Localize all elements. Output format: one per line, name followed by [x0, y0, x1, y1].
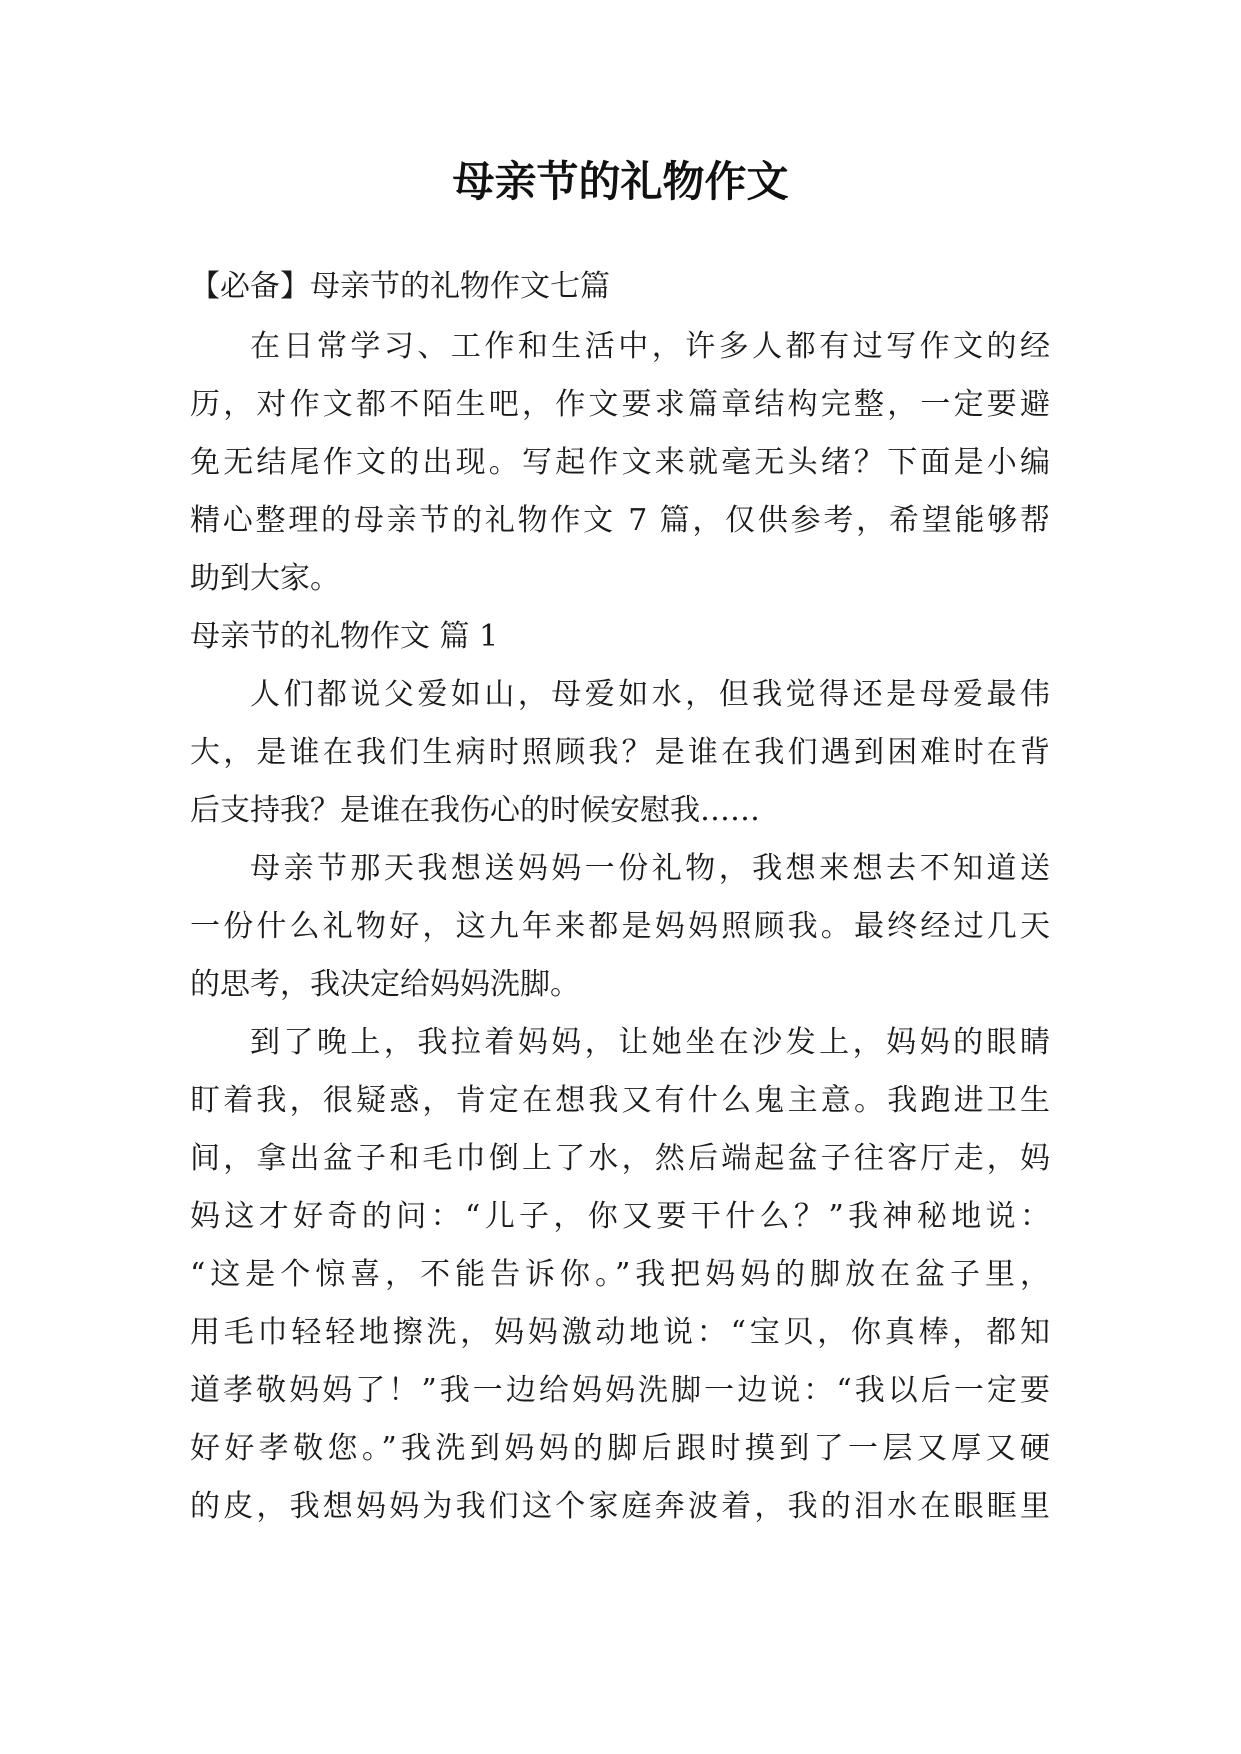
body-paragraph-line: 的皮，我想妈妈为我们这个家庭奔波着，我的泪水在眼眶里 — [190, 1489, 1050, 1524]
body-paragraph-line: 盯着我，很疑惑，肯定在想我又有什么鬼主意。我跑进卫生 — [190, 1083, 1050, 1118]
body-paragraph-line: 后支持我？是谁在我伤心的时候安慰我…… — [190, 793, 760, 828]
body-paragraph-line: 的思考，我决定给妈妈洗脚。 — [190, 967, 580, 1002]
body-paragraph-line: 一份什么礼物好，这九年来都是妈妈照顾我。最终经过几天 — [190, 909, 1050, 944]
intro-paragraph-line: 免无结尾作文的出现。写起作文来就毫无头绪？下面是小编 — [190, 445, 1050, 480]
body-paragraph-line: 妈这才好奇的问：“儿子，你又要干什么？”我神秘地说： — [190, 1199, 1050, 1234]
body-paragraph-line: 到了晚上，我拉着妈妈，让她坐在沙发上，妈妈的眼睛 — [250, 1025, 1050, 1060]
section-heading: 母亲节的礼物作文 篇 1 — [190, 619, 499, 654]
body-paragraph-line: “这是个惊喜，不能告诉你。”我把妈妈的脚放在盆子里， — [190, 1257, 1050, 1292]
body-paragraph-line: 用毛巾轻轻地擦洗，妈妈激动地说：“宝贝，你真棒，都知 — [190, 1315, 1050, 1350]
intro-paragraph-line: 助到大家。 — [190, 561, 340, 596]
page-title: 母亲节的礼物作文 — [452, 157, 789, 206]
body-paragraph-line: 道孝敬妈妈了！”我一边给妈妈洗脚一边说：“我以后一定要 — [190, 1373, 1050, 1408]
body-paragraph-line: 母亲节那天我想送妈妈一份礼物，我想来想去不知道送 — [250, 851, 1050, 886]
body-paragraph-line: 人们都说父爱如山，母爱如水，但我觉得还是母爱最伟 — [250, 677, 1050, 712]
intro-paragraph-line: 历，对作文都不陌生吧，作文要求篇章结构完整，一定要避 — [190, 387, 1050, 422]
intro-paragraph-line: 精心整理的母亲节的礼物作文 7 篇，仅供参考，希望能够帮 — [190, 503, 1050, 538]
body-paragraph-line: 间，拿出盆子和毛巾倒上了水，然后端起盆子往客厅走，妈 — [190, 1141, 1050, 1176]
subtitle-line: 【必备】母亲节的礼物作文七篇 — [190, 269, 610, 304]
body-paragraph-line: 好好孝敬您。”我洗到妈妈的脚后跟时摸到了一层又厚又硬 — [190, 1431, 1050, 1466]
body-paragraph-line: 大，是谁在我们生病时照顾我？是谁在我们遇到困难时在背 — [190, 735, 1050, 770]
intro-paragraph-line: 在日常学习、工作和生活中，许多人都有过写作文的经 — [250, 329, 1050, 364]
